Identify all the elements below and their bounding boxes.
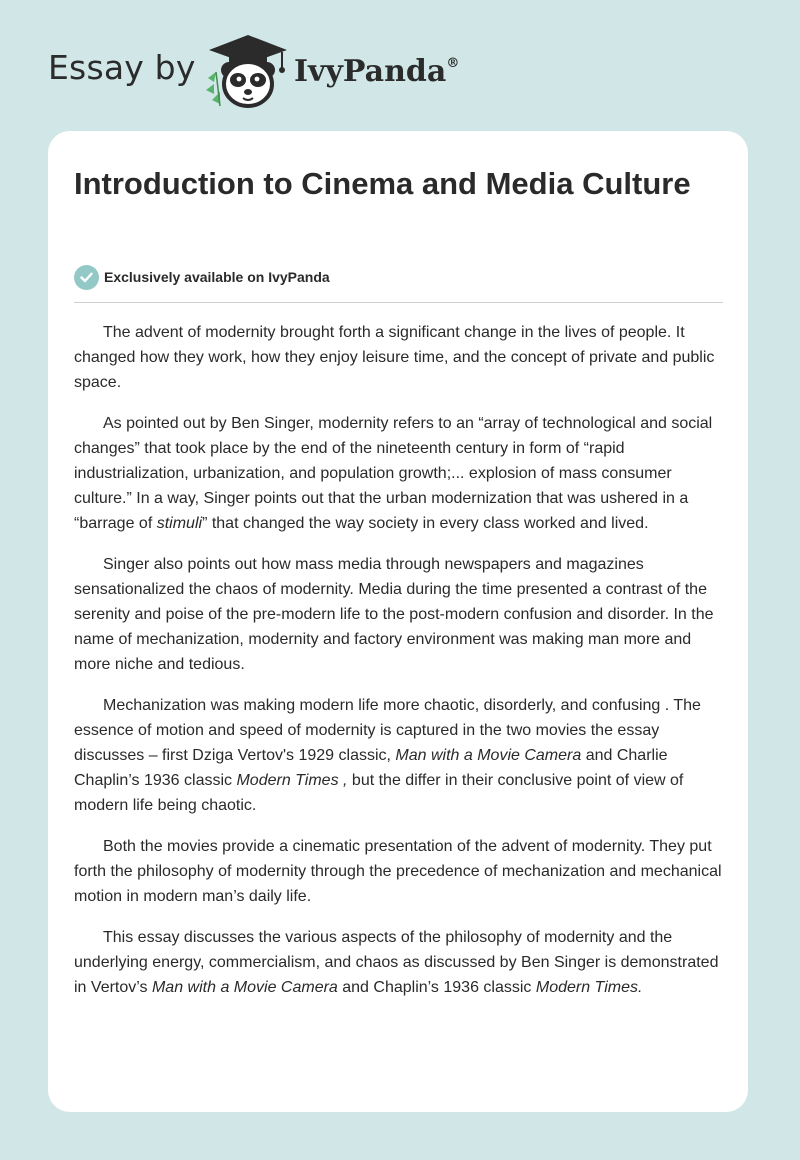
text-run: and Chaplin’s 1936 classic	[337, 979, 536, 996]
site-header	[48, 34, 468, 110]
essay-paragraph	[74, 925, 726, 1000]
exclusive-badge	[74, 264, 330, 290]
italic-run: Modern Times.	[535, 979, 643, 996]
italic-run: Modern Times ,	[236, 772, 348, 789]
brand-name[interactable]: IvyPanda®	[294, 54, 460, 89]
essay-card	[48, 131, 748, 1112]
exclusive-label: Exclusively available on IvyPanda	[104, 269, 330, 285]
text-run: This essay discusses the various aspects of the philosophy of modernity and the underlying energy, commercialism, and chaos as discussed by Ben Singer is demonstrated in Vertov’s	[74, 929, 719, 996]
text-run: but the differ in their conclusive point of view of modern life being chaotic.	[74, 772, 684, 814]
essay-paragraph	[74, 834, 726, 909]
essay-by-label: Essay by	[48, 48, 196, 87]
text-run: The advent of modernity brought forth a significant change in the lives of people. It changed how they work, how they enjoy leisure time, and the concept of private and public space.	[74, 324, 715, 391]
text-run: Mechanization was making modern life more chaotic, disorderly, and confusing . The essence of motion and speed of modernity is captured in the two movies the essay discusses – first Dziga Vertov's 1929 classic,	[74, 697, 701, 764]
text-run: Both the movies provide a cinematic presentation of the advent of modernity. They put forth the philosophy of modernity through the precedence of mechanization and mechanical motion in modern man’s daily life.	[74, 838, 722, 905]
essay-title: Introduction to Cinema and Media Culture	[74, 166, 691, 201]
checkmark-icon	[74, 265, 99, 290]
essay-paragraph	[74, 552, 726, 677]
italic-run: Man with a Movie Camera	[395, 747, 582, 764]
essay-paragraph	[74, 411, 726, 536]
italic-run: stimuli	[156, 515, 203, 532]
ivypanda-logo-icon[interactable]	[202, 34, 294, 110]
essay-paragraph	[74, 320, 726, 395]
text-run: Singer also points out how mass media through newspapers and magazines sensationalized the chaos of modernity. Media during the time presented a contrast of the serenity and poise of the pre-modern life to the post-modern confusion and disorder. In the name of mechanization, modernity and factory environment was making man more and more niche and tedious.	[74, 556, 714, 673]
italic-run: Man with a Movie Camera	[151, 979, 338, 996]
registered-mark: ®	[446, 56, 460, 71]
text-run: As pointed out by Ben Singer, modernity refers to an “array of technological and social changes” that took place by the end of the nineteenth century in form of “rapid industrialization, urbanization, and population growth;... explosion of mass consumer culture.” In a way, Singer points out that the urban modernization that was ushered in a “barrage of	[74, 415, 713, 532]
text-run: and Charlie Chaplin’s 1936 classic	[74, 747, 668, 789]
text-run: ” that changed the way society in every class worked and lived.	[202, 515, 649, 532]
essay-body	[74, 320, 726, 1016]
essay-paragraph	[74, 693, 726, 818]
divider	[74, 302, 723, 303]
